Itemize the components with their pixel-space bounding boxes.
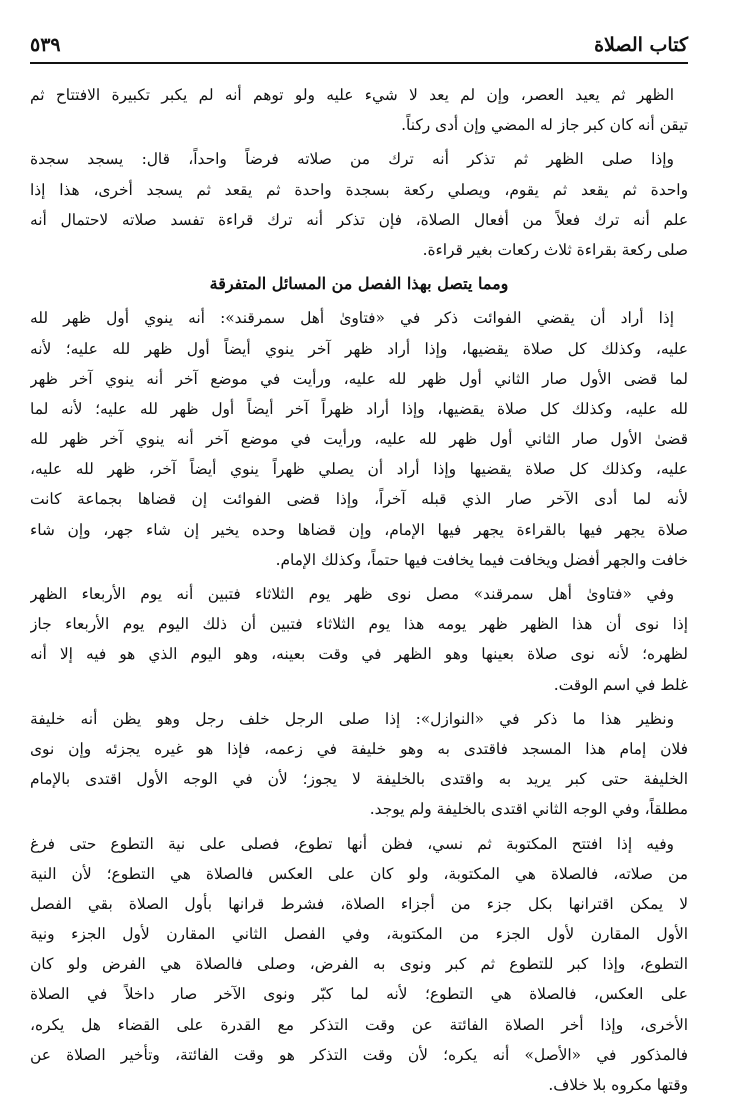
- section-heading: [30, 269, 688, 299]
- text-line: لأنه لما أدى الآخر صار الذي قبله آخراً، وإذا قضى الفوائت إن قضاها بجماعة كانت: [30, 484, 688, 514]
- paragraph: [30, 829, 688, 1100]
- text-line: لظهره؛ لأنه نوى صلاة بعينها وهو الظهر في وقت بعينه، وهو اليوم الذي هو فيه إلا أنه: [30, 639, 688, 669]
- text-line: لا يمكن اقترانها بكل جزء من أجزاء الصلاة، فشرط قرانها بأول الصلاة بقي الفصل: [30, 889, 688, 919]
- text-line: وفي «فتاوىٰ أهل سمرقند» مصل نوى ظهر يوم الثلاثاء فتبين أنه يوم الأربعاء الظهر: [30, 579, 688, 609]
- text-line: صلى ركعة بقراءة ثلاث ركعات بغير قراءة.: [30, 235, 688, 265]
- text-line: إذا نوى أن هذا الظهر ظهر يومه هذا يوم الثلاثاء فتبين أن ذلك اليوم يوم الأربعاء جاز: [30, 609, 688, 639]
- text-line: علم أنه ترك فعلاً من أفعال الصلاة، فإن تذكر أنه ترك قراءة تفسد صلاته لاحتمال أنه: [30, 205, 688, 235]
- paragraph: [30, 579, 688, 700]
- page-body: [30, 80, 688, 1100]
- text-line: ونظير هذا ما ذكر في «النوازل»: إذا صلى الرجل خلف رجل وهو يظن أنه خليفة: [30, 704, 688, 734]
- text-line: خافت والجهر أفضل ويخافت فيما يخافت فيها حتماً، وكذلك الإمام.: [30, 545, 688, 575]
- section-heading-text: ومما يتصل بهذا الفصل من المسائل المتفرقة: [30, 269, 688, 299]
- text-line: وإذا صلى الظهر ثم تذكر أنه ترك من صلاته فرضاً واحداً، قال: يسجد سجدة: [30, 144, 688, 174]
- text-line: من صلاته، فالصلاة هي المكتوبة، ولو كان على العكس فالصلاة هي التطوع؛ لأن النية: [30, 859, 688, 889]
- text-line: وقتها مكروه بلا خلاف.: [30, 1070, 688, 1100]
- paragraph: [30, 144, 688, 265]
- text-line: مطلقاً، وفي الوجه الثاني اقتدى بالخليفة ولم يوجد.: [30, 794, 688, 824]
- text-line: التطوع، وإذا كبر للتطوع ثم كبر ونوى به الفرض، وصلى فالصلاة هي الفرض ولو كان: [30, 949, 688, 979]
- text-line: عليه، وكذلك كل صلاة يقضيها وإذا أراد أن يصلي ظهراً ينوي أيضاً آخر، ظهر لله عليه،: [30, 454, 688, 484]
- text-line: الخليفة حتى كبر يريد به واقتدى بالخليفة لا يجوز؛ لأن في الوجه الأول اقتدى بالإمام: [30, 764, 688, 794]
- text-line: قضىٰ الأول صار الثاني أول ظهر لله عليه، ورأيت في موضع آخر أنه ينوي آخر ظهر لله: [30, 424, 688, 454]
- paragraph: [30, 704, 688, 825]
- text-line: إذا أراد أن يقضي الفوائت ذكر في «فتاوىٰ أهل سمرقند»: أنه ينوي أول ظهر لله: [30, 303, 688, 333]
- page-number: ٥٣٩: [30, 32, 61, 58]
- text-line: فلان إمام هذا المسجد فاقتدى به وهو خليفة في زعمه، فإذا هو غيره يجزئه وإن نوى: [30, 734, 688, 764]
- text-line: صلاة يجهر فيها بالقراءة يجهر فيها الإمام، وإن قضاها وحده يخير إن شاء جهر، وإن شاء: [30, 515, 688, 545]
- text-line: لما قضى الأول صار الثاني أول ظهر لله عليه، ورأيت في موضع آخر أنه ينوي آخر ظهر: [30, 364, 688, 394]
- text-line: عليه، وكذلك كل صلاة يقضيها، وإذا أراد ظهر آخر ينوي أيضاً أول ظهر لله عليه؛ لأنه: [30, 334, 688, 364]
- text-line: تيقن أنه كان كبر جاز له المضي وإن أدى ركناً.: [30, 110, 688, 140]
- paragraph: [30, 303, 688, 575]
- text-line: لله عليه، وكذلك كل صلاة يقضيها، وإذا أراد ظهراً آخر أيضاً أول ظهر لله عليه؛ لأنه لما: [30, 394, 688, 424]
- text-line: غلط في اسم الوقت.: [30, 670, 688, 700]
- text-line: فالمذكور في «الأصل» أنه يكره؛ لأن وقت التذكر هو وقت الفائتة، وتأخير الصلاة عن: [30, 1040, 688, 1070]
- text-line: الأخرى، وإذا أخر الصلاة الفائتة عن وقت التذكر مع القدرة على القضاء هل يكره،: [30, 1010, 688, 1040]
- page-header: [30, 32, 688, 64]
- text-line: الظهر ثم يعيد العصر، وإن لم يعد لا شيء عليه ولو توهم أنه لم يكبر تكبيرة الافتتاح ثم: [30, 80, 688, 110]
- paragraph: [30, 80, 688, 140]
- book-title: كتاب الصلاة: [594, 32, 688, 58]
- text-line: واحدة ثم يقعد ثم يقوم، ويصلي ركعة بسجدة واحدة ثم يقعد ثم يسجد أخرى، هذا إذا: [30, 175, 688, 205]
- text-line: وفيه إذا افتتح المكتوبة ثم نسي، فظن أنها تطوع، فصلى على نية التطوع حتى فرغ: [30, 829, 688, 859]
- text-line: الأول المقارن لأول الجزء من المكتوبة، وفي الفصل الثاني المقارن لأول الجزء ونية: [30, 919, 688, 949]
- text-line: على العكس، فالصلاة هي التطوع؛ لأنه لما كبّر ونوى الآخر صار داخلاً في الصلاة: [30, 979, 688, 1009]
